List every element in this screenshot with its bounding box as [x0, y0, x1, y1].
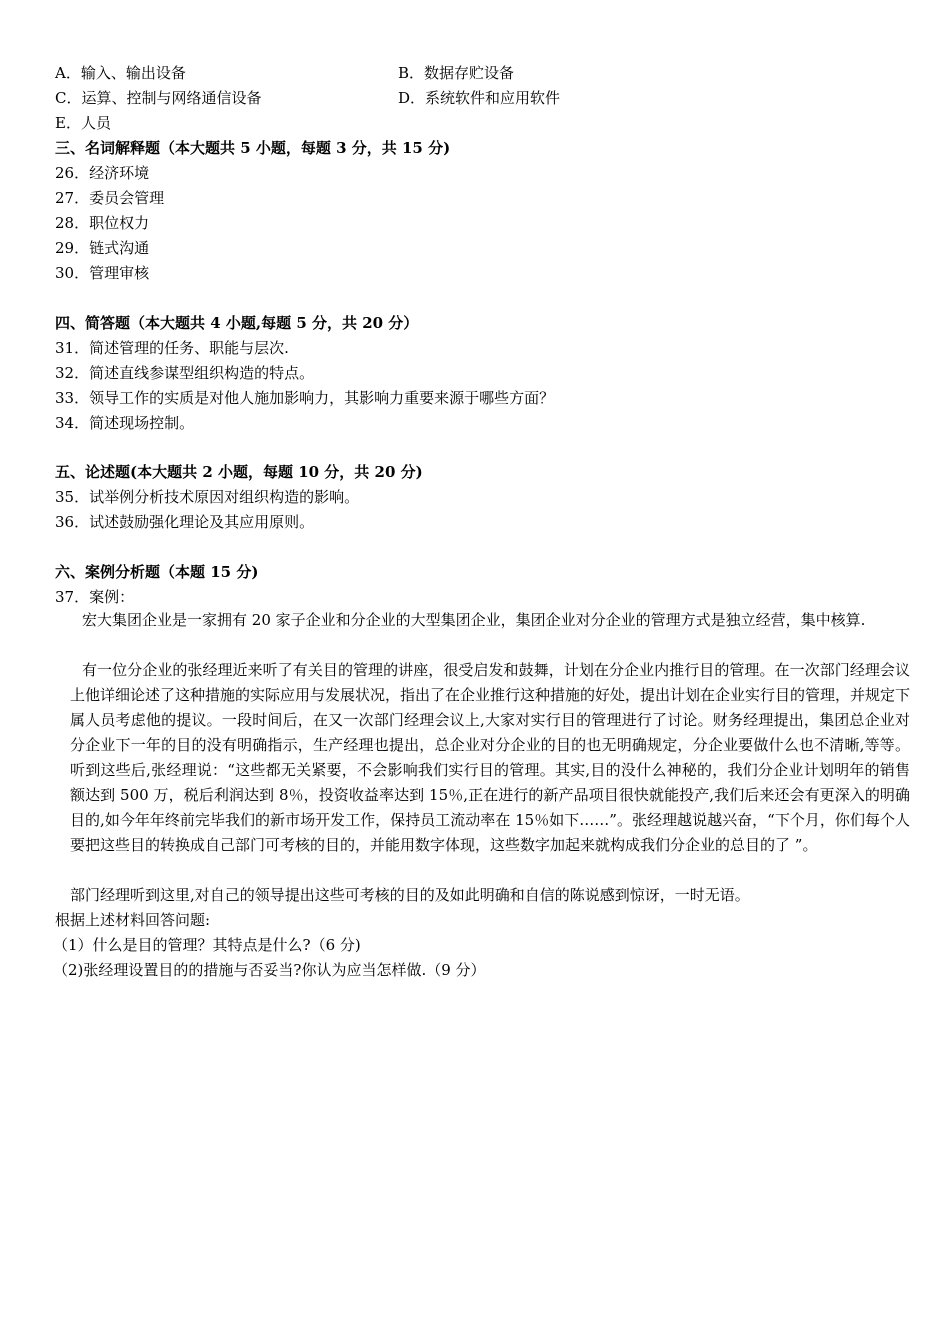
case-paragraph-3: 部门经理听到这里,对自己的领导提出这些可考核的目的及如此明确和自信的陈说感到惊讶，一时无语。: [70, 886, 750, 904]
question-35: 35．试举例分析技术原因对组织构造的影响。: [55, 488, 360, 506]
question-27: 27．委员会管理: [55, 189, 165, 207]
option-a: A．输入、输出设备: [55, 64, 186, 82]
case-label: 37．案例：: [55, 588, 135, 606]
question-32: 32．简述直线参谋型组织构造的特点。: [55, 364, 315, 382]
sub-question-2: （2)张经理设置目的的措施与否妥当?你认为应当怎样做.（9 分）: [53, 961, 486, 979]
question-29: 29．链式沟通: [55, 239, 150, 257]
answer-prompt: 根据上述材料回答问题:: [55, 911, 211, 929]
question-33: 33．领导工作的实质是对他人施加影响力，其影响力重要来源于哪些方面？: [55, 389, 555, 407]
section3-heading: 三、名词解释题（本大题共 5 小题，每题 3 分，共 15 分): [55, 139, 451, 157]
question-34: 34．简述现场控制。: [55, 414, 195, 432]
sub-question-1: （1）什么是目的管理？其特点是什么?（6 分): [53, 936, 361, 954]
section5-heading: 五、论述题(本大题共 2 小题，每题 10 分，共 20 分): [55, 463, 423, 481]
question-26: 26．经济环境: [55, 164, 150, 182]
question-30: 30．管理审核: [55, 264, 150, 282]
question-28: 28．职位权力: [55, 214, 150, 232]
case-paragraph-2: 有一位分企业的张经理近来听了有关目的管理的讲座，很受启发和鼓舞，计划在分企业内推行目的管理。在一次部门经理会议上他详细论述了这种措施的实际应用与发展状况，指出了在企业推行这种措施的好处，提出计划在企业实行目的管理，并规定下属人员考虑他的提议。一段时间后，在又一次部门经理会议上,大家对实行目的管理进行了讨论。财务经理提出，集团总企业对分企业下一年的目的没有明确指示，生产经理也提出，总企业对分企业的目的也无明确规定，分企业要做什么也不清晰,等等。听到这些后,张经理说：“这些都无关紧要，不会影响我们实行目的管理。其实,目的没什么神秘的，我们分企业计划明年的销售额达到 500 万，税后利润达到 8％，投资收益率达到 15％,正在进行的新产品项目很快就能投产,我们后来还会有更深入的明确目的,如今年年终前完毕我们的新市场开发工作，保持员工流动率在 15％如下……”。张经理越说越兴奋，“下个月，你们每个人要把这些目的转换成自己部门可考核的目的，并能用数字体现，这些数字加起来就构成我们分企业的总目的了 ”。: [70, 661, 911, 854]
question-31: 31．简述管理的任务、职能与层次.: [55, 339, 289, 357]
option-c: C．运算、控制与网络通信设备: [55, 89, 262, 107]
section6-heading: 六、案例分析题（本题 15 分): [55, 563, 259, 581]
question-36: 36．试述鼓励强化理论及其应用原则。: [55, 513, 315, 531]
option-e: E．人员: [55, 114, 111, 132]
option-b: B．数据存贮设备: [398, 64, 515, 82]
option-d: D．系统软件和应用软件: [398, 89, 561, 107]
case-paragraph-1: 宏大集团企业是一家拥有 20 家子企业和分企业的大型集团企业，集团企业对分企业的管理方式是独立经营，集中核算.: [82, 611, 866, 629]
section4-heading: 四、简答题（本大题共 4 小题,每题 5 分，共 20 分）: [55, 314, 419, 332]
